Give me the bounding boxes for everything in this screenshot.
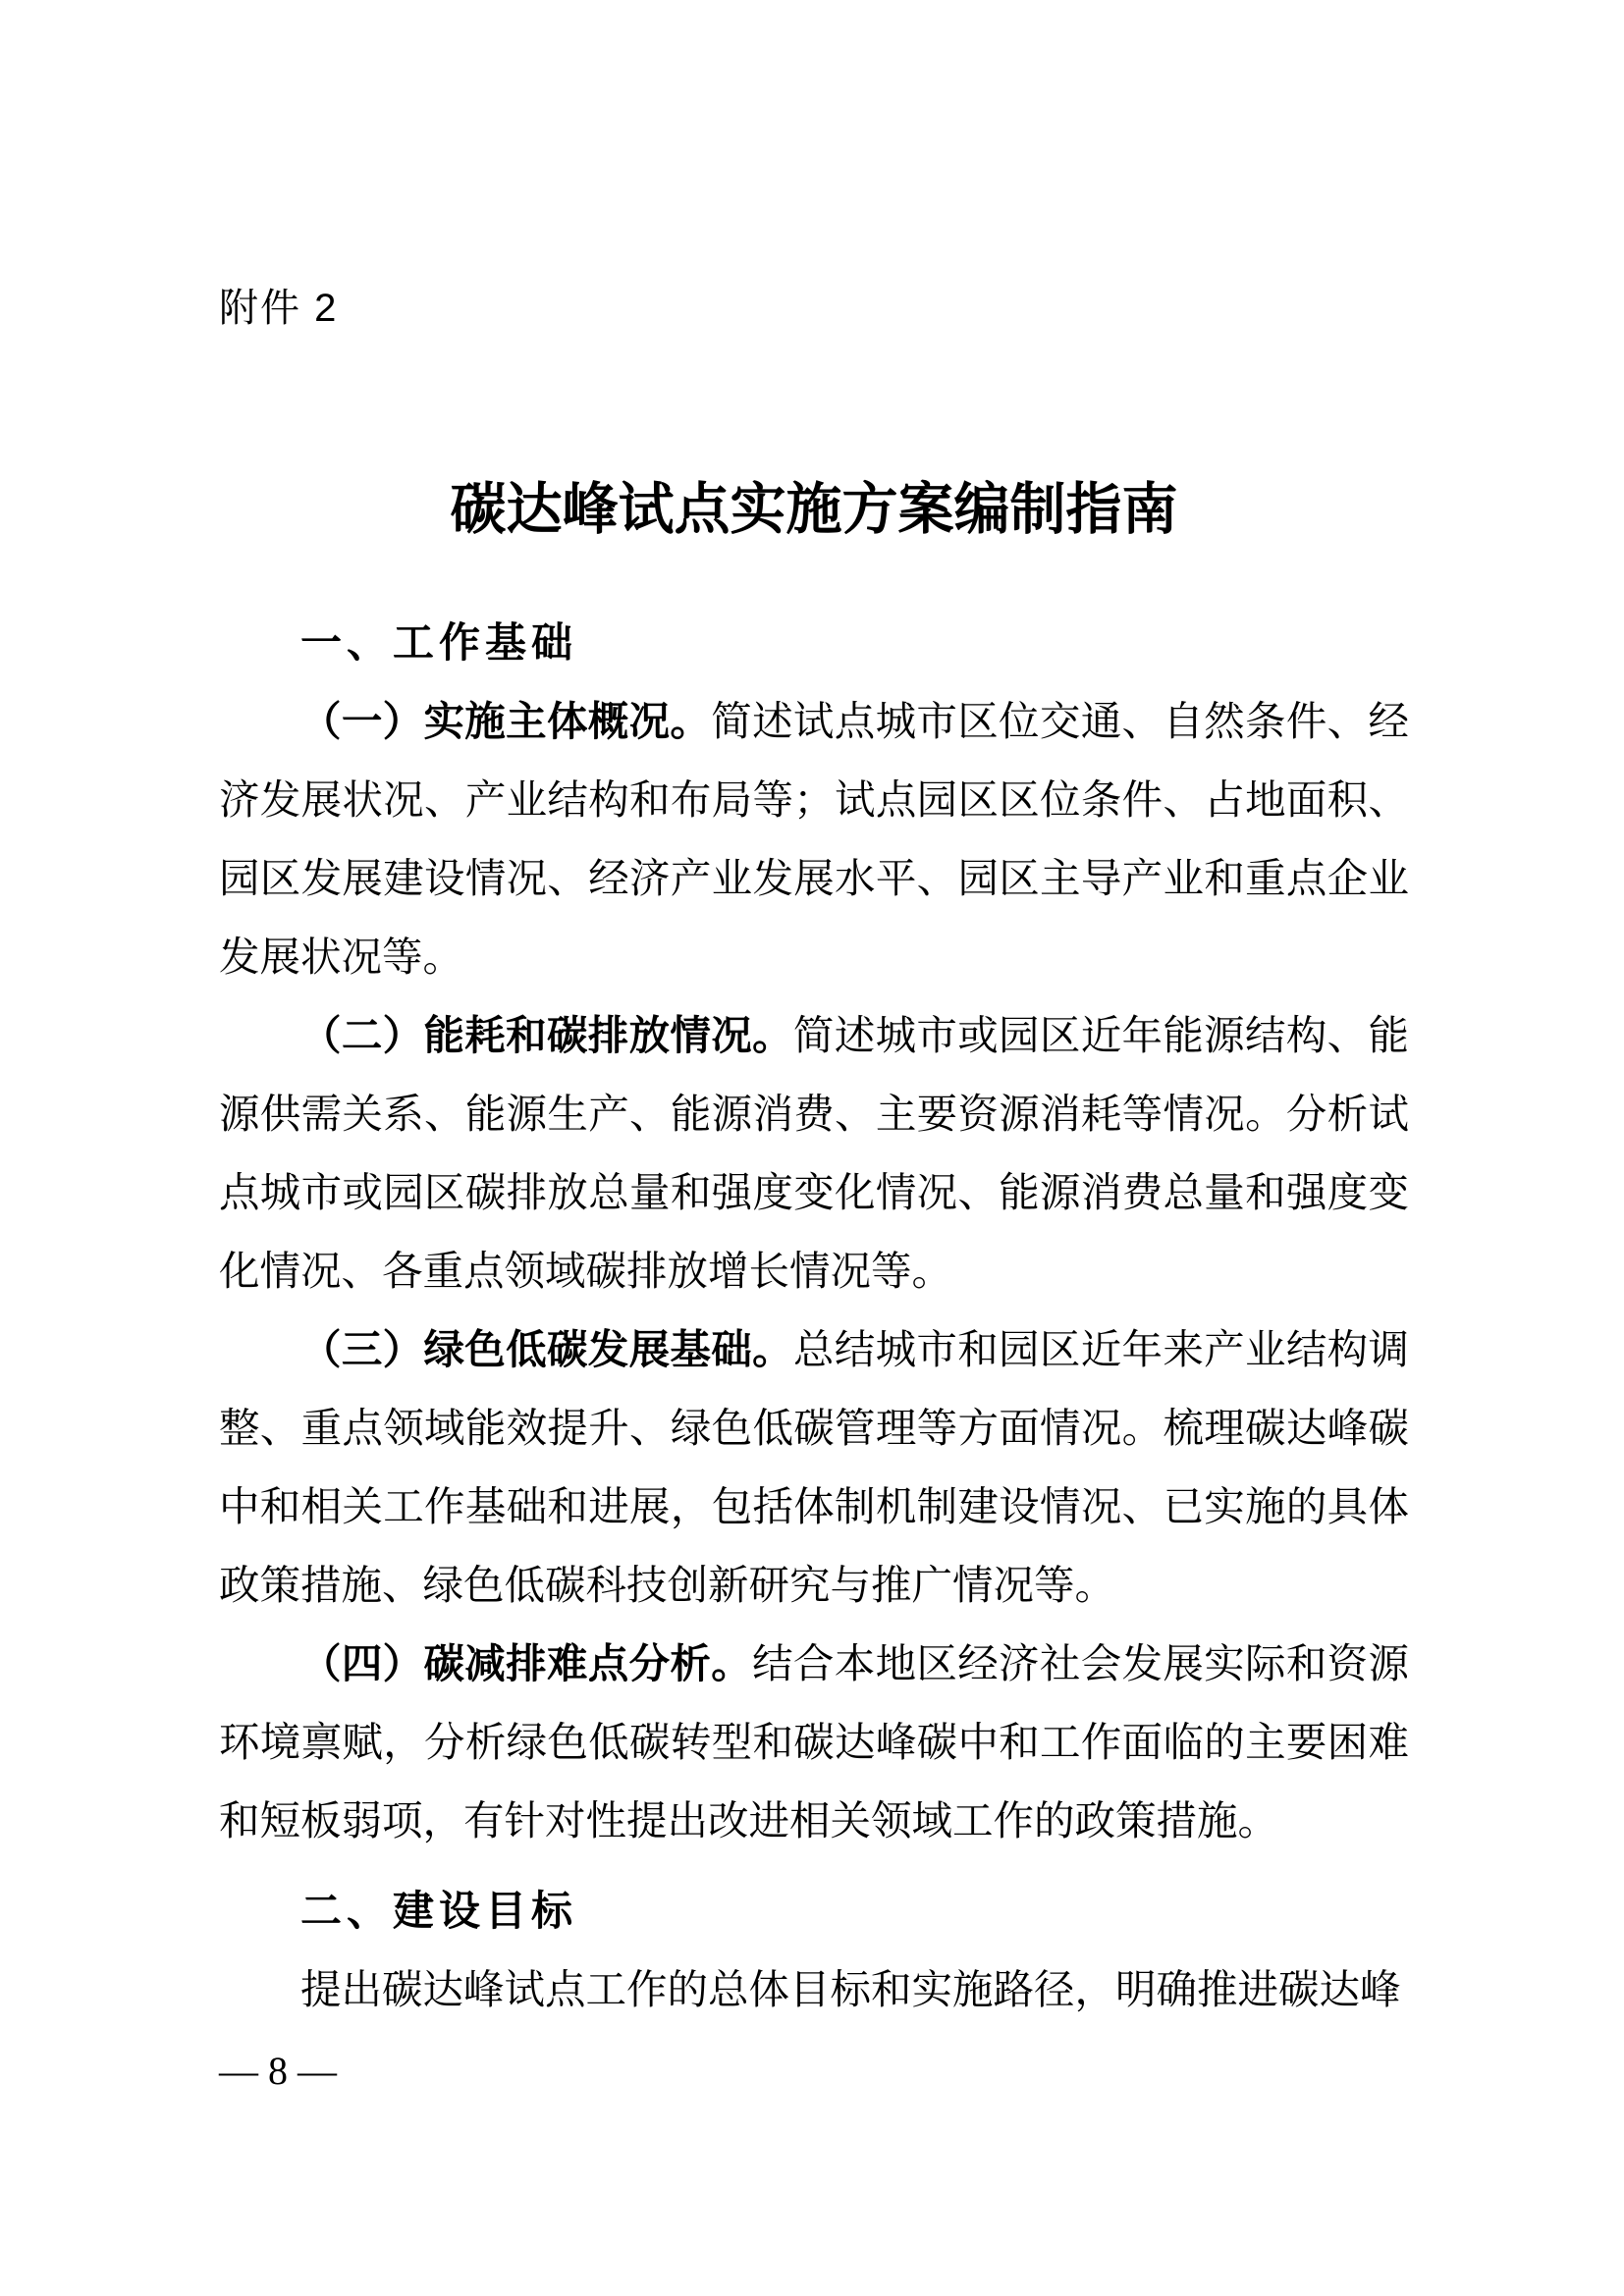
paragraph-lead: （三）绿色低碳发展基础。 bbox=[300, 1327, 793, 1372]
paragraph bbox=[219, 1625, 1409, 1860]
paragraph-text: 总结城市和园区近年来产业结构调整、重点领域能效提升、绿色低碳管理等方面情况。梳理碳达峰碳中和相关工作基础和进展，包括体制机制建设情况、已实施的具体政策措施、绿色低碳科技创新研究与推广情况等。 bbox=[219, 1327, 1409, 1608]
section-heading: 二、建设目标 bbox=[300, 1888, 578, 1934]
paragraph-lead: （四）碳减排难点分析。 bbox=[300, 1641, 753, 1686]
document-body bbox=[219, 604, 1409, 2029]
paragraph bbox=[219, 1950, 1409, 2029]
paragraph bbox=[219, 996, 1409, 1310]
paragraph bbox=[219, 682, 1409, 996]
paragraph-text: 简述城市或园区近年能源结构、能源供需关系、能源生产、能源消费、主要资源消耗等情况。分析试点城市或园区碳排放总量和强度变化情况、能源消费总量和强度变化情况、各重点领域碳排放增长情况等。 bbox=[219, 1013, 1409, 1294]
paragraph-text: 结合本地区经济社会发展实际和资源环境禀赋，分析绿色低碳转型和碳达峰碳中和工作面临的主要困难和短板弱项，有针对性提出改进相关领域工作的政策措施。 bbox=[219, 1641, 1409, 1843]
paragraph-lead: （一）实施主体概况。 bbox=[300, 699, 712, 744]
paragraph-lead: （二）能耗和碳排放情况。 bbox=[300, 1013, 793, 1058]
document-title: 碳达峰试点实施方案编制指南 bbox=[450, 479, 1178, 542]
attachment-label: 附件 2 bbox=[219, 287, 339, 330]
section-heading: 一、工作基础 bbox=[300, 619, 578, 666]
page-number: — 8 — bbox=[219, 2049, 337, 2093]
paragraph-text: 提出碳达峰试点工作的总体目标和实施路径，明确推进碳达峰 bbox=[300, 1967, 1401, 2012]
paragraph bbox=[219, 1310, 1409, 1625]
paragraph-text: 简述试点城市区位交通、自然条件、经济发展状况、产业结构和布局等；试点园区区位条件、占地面积、园区发展建设情况、经济产业发展水平、园区主导产业和重点企业发展状况等。 bbox=[219, 699, 1409, 980]
